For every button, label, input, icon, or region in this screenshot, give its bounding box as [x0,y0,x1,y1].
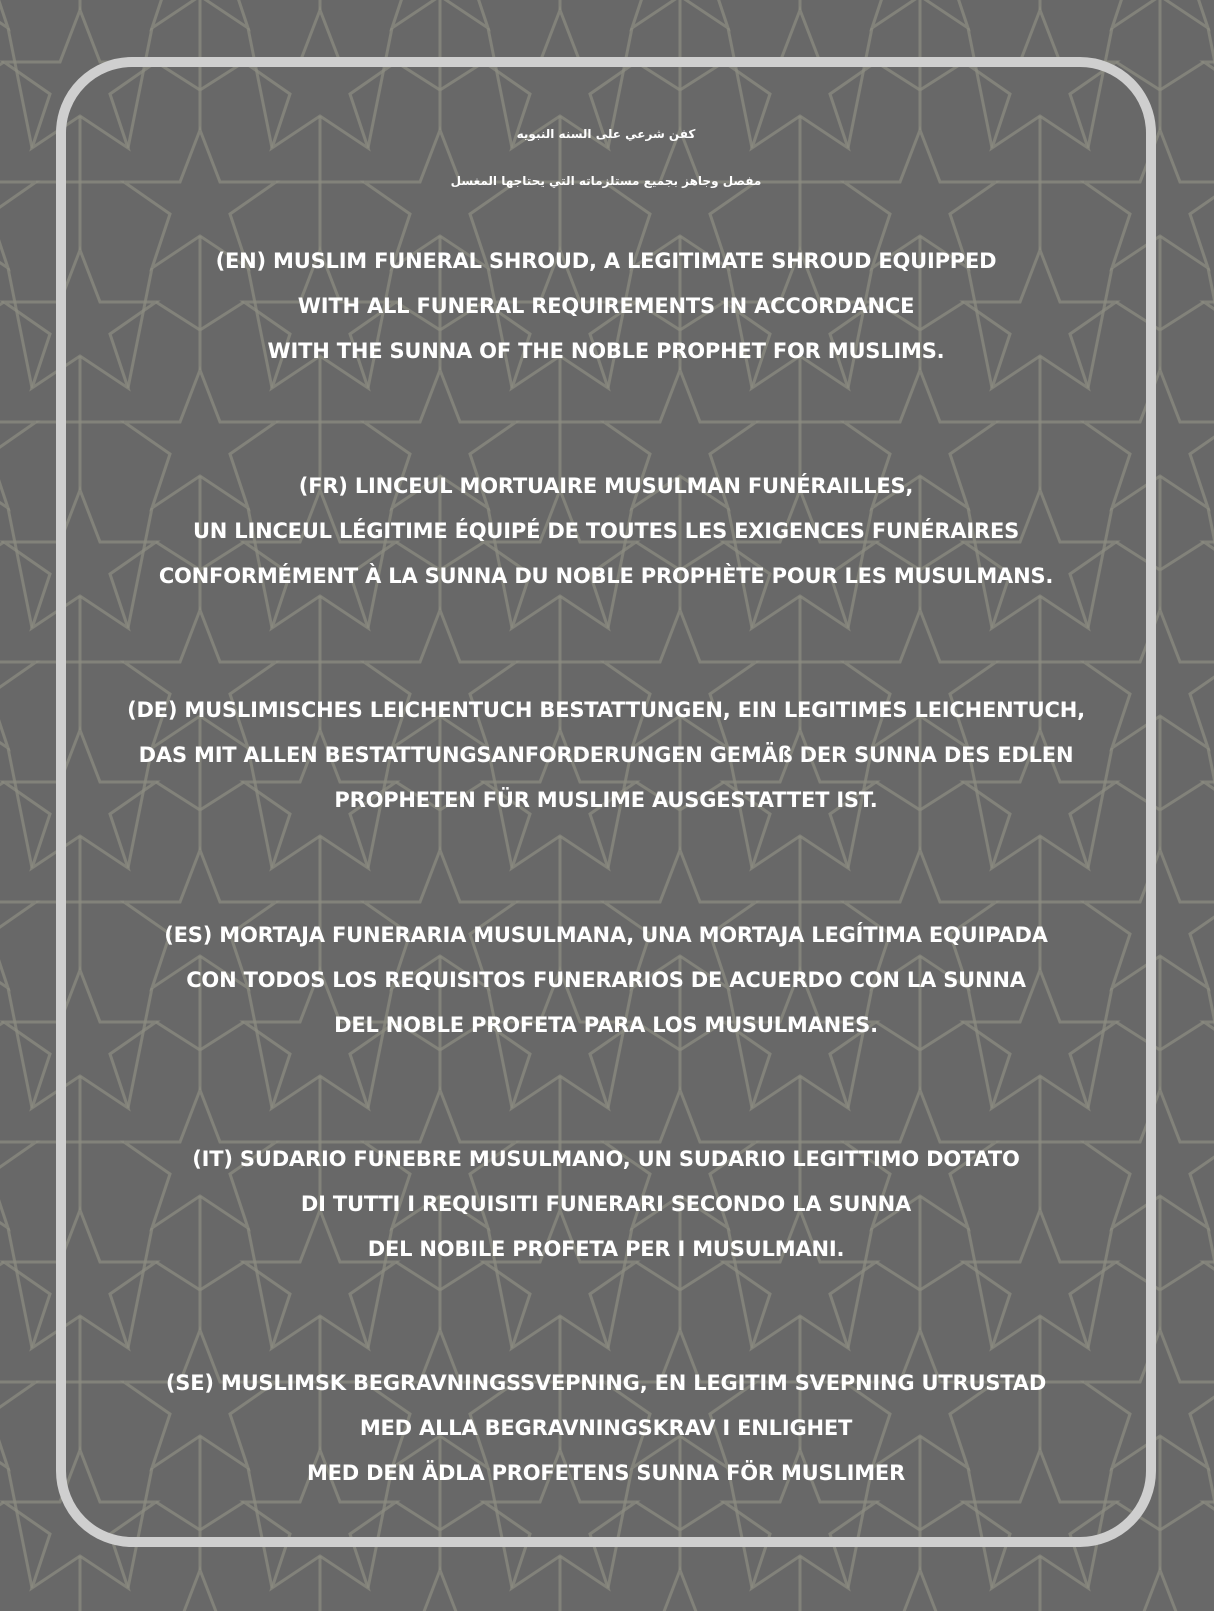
description-de-line-3: PROPHETEN FÜR MUSLIME AUSGESTATTET IST. [334,788,878,812]
description-es-line-2: CON TODOS LOS REQUISITOS FUNERARIOS DE ACUERDO CON LA SUNNA [186,968,1026,992]
description-se-line-2: MED ALLA BEGRAVNINGSKRAV I ENLIGHET [359,1416,853,1440]
description-de-line-2: DAS MIT ALLEN BESTATTUNGSANFORDERUNGEN GEMÄß DER SUNNA DES EDLEN [138,743,1074,767]
shroud-description-panel [56,57,1156,1547]
description-fr-line-3: CONFORMÉMENT À LA SUNNA DU NOBLE PROPHÈTE POUR LES MUSULMANS. [158,564,1054,588]
description-de-line-1: (DE) MUSLIMISCHES LEICHENTUCH BESTATTUNGEN, EIN LEGITIMES LEICHENTUCH, [127,698,1085,722]
description-it-line-3: DEL NOBILE PROFETA PER I MUSULMANI. [367,1237,845,1261]
description-en-line-2: WITH ALL FUNERAL REQUIREMENTS IN ACCORDANCE [297,294,915,318]
description-en-line-1: (EN) MUSLIM FUNERAL SHROUD, A LEGITIMATE SHROUD EQUIPPED [215,249,997,273]
description-fr-line-2: UN LINCEUL LÉGITIME ÉQUIPÉ DE TOUTES LES EXIGENCES FUNÉRAIRES [192,519,1020,543]
description-se [56,1361,1156,1496]
description-se-line-3: MED DEN ÄDLA PROFETENS SUNNA FÖR MUSLIMER [306,1461,906,1485]
description-fr [56,464,1156,599]
description-en-line-3: WITH THE SUNNA OF THE NOBLE PROPHET FOR MUSLIMS. [267,339,945,363]
arabic-subtitle: مفصل وجاهز بجميع مستلزماته التي يحتاجها المغسل [450,174,762,188]
description-it-line-1: (IT) SUDARIO FUNEBRE MUSULMANO, UN SUDARIO LEGITTIMO DOTATO [192,1147,1020,1171]
description-se-line-1: (SE) MUSLIMSK BEGRAVNINGSSVEPNING, EN LEGITIM SVEPNING UTRUSTAD [165,1371,1047,1395]
description-it-line-2: DI TUTTI I REQUISITI FUNERARI SECONDO LA SUNNA [300,1192,912,1216]
description-fr-line-1: (FR) LINCEUL MORTUAIRE MUSULMAN FUNÉRAILLES, [298,474,914,498]
arabic-title: كفن شرعي على السنه النبويه [516,127,696,141]
description-de [56,688,1156,823]
description-it [56,1137,1156,1272]
description-es-line-3: DEL NOBLE PROFETA PARA LOS MUSULMANES. [334,1013,878,1037]
description-en [56,239,1156,374]
description-es-line-1: (ES) MORTAJA FUNERARIA MUSULMANA, UNA MORTAJA LEGÍTIMA EQUIPADA [164,923,1048,947]
description-es [56,913,1156,1048]
